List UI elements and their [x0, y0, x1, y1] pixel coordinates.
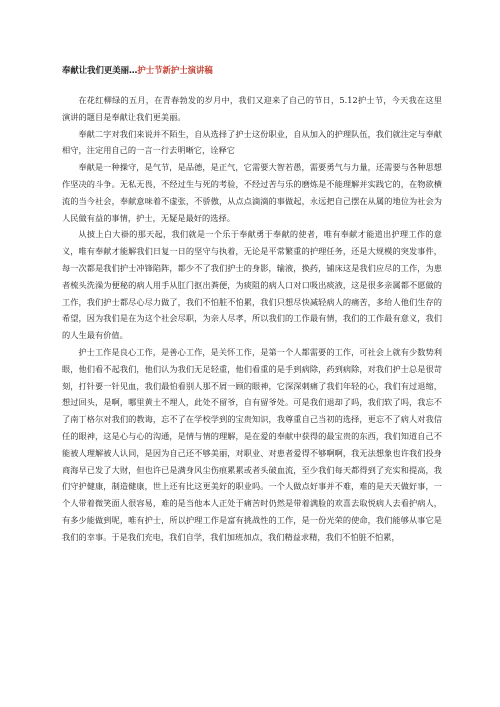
- paragraph-3: 奉献是一种操守，是气节，是品德，是正气，它需要大智若愚，需要勇气与力量，还需要与各种思想作坚决的斗争。无私无畏，不经过生与死的考验，不经过苦与乐的磨炼是不能理解并实践它的，在物欲横流的当今社会，奉献意味着不虚张，不骄傲，从点点滴滴的事做起，永远把自己摆在从属的地位为社会为人民做有益的事情，护士，无疑是最好的选择。: [62, 162, 442, 223]
- document-body: [62, 92, 442, 546]
- paragraph-5: 护士工作是良心工作，是善心工作，是关怀工作，是第一个人都需要的工作，可社会上就有少数势利眼，他们看不起我们，他们认为我们无足轻重，他们看重的是手到病除，药到病除，对我们护士总是很苛刻，打针要一针见血，我们最怕看别人那不屑一顾的眼神，它深深刺痛了我们年轻的心，我们有过退缩，想过回头，是啊，哪里黄土不埋人，此处不留爷，自有留爷处。可是我们退却了吗，我们软了吗，我忘不了南丁格尔对我们的教诲，忘不了在学校学到的宝贵知识，我尊重自己当初的选择，更忘不了病人对我信任的眼神，这是心与心的沟通，是情与情的理解，是在爱的奉献中获得的最宝贵的东西，我们知道自己不能被人理解被人认同，是因为自己还不够美丽，对职业、对患者爱得不够啊啊，我无法想象也许我们投身商海早已发了大财，但也许已是满身风尘伤痕累累或者头破血流，至少我们每天都得到了充实和提高，我们守护健康，制造健康，世上还有比这更美好的职业吗。一个人做点好事并不难，难的是天天做好事，一个人带着微笑面人很容易，难的是当他本人正处于痛苦时仍然是带着满脸的欢喜去取悦病人去看护病人，有多少能做到呢，唯有护士，所以护理工作是富有挑战性的工作，是一份光荣的使命，我们能够从事它是我们的幸事。于是我们充电，我们自学，我们加班加点，我们精益求精，我们不怕脏不怕累，: [62, 346, 442, 542]
- title-main: 奉献让我们更美丽…: [62, 65, 138, 75]
- paragraph-1: 在花红柳绿的五月，在青春勃发的岁月中，我们又迎来了自己的节日，5.12护士节，今天我在这里演讲的题目是奉献让我们更美丽。: [62, 95, 442, 122]
- document-title: [62, 64, 442, 76]
- document-page: [62, 64, 442, 546]
- paragraph-4: 从披上白大褂的那天起，我们就是一个乐于奉献勇于奉献的使者，唯有奉献才能道出护理工作的意义，唯有奉献才能解我们日复一日的坚守与执着，无论是平常繁重的护理任务，还是大规模的突发事件，每一次都是我们护士冲锋陷阵，都少不了我们护士的身影，输液，换药，铺床这是我们应尽的工作，为患者梳头洗澡为便秘的病人用手从肛门抠出粪便，为痰阻的病人口对口吸出痰液，这是很多亲属都不愿做的工作，我们护士都尽心尽力做了，我们不怕脏不怕累，我们只想尽快减轻病人的痛苦，多给人他们生存的希望，因为我们是在为这个社会尽职，为亲人尽孝，所以我们的工作最有情，我们的工作最有意义，我们的人生最有价值。: [62, 229, 442, 341]
- title-sub: 护士节新护士演讲稿: [137, 65, 213, 75]
- paragraph-2: 奉献二字对我们来说并不陌生，自从选择了护士这份职业，自从加入的护理队伍，我们就注定与奉献相守，注定用自己的一言一行去明晰它，诠释它: [62, 128, 442, 156]
